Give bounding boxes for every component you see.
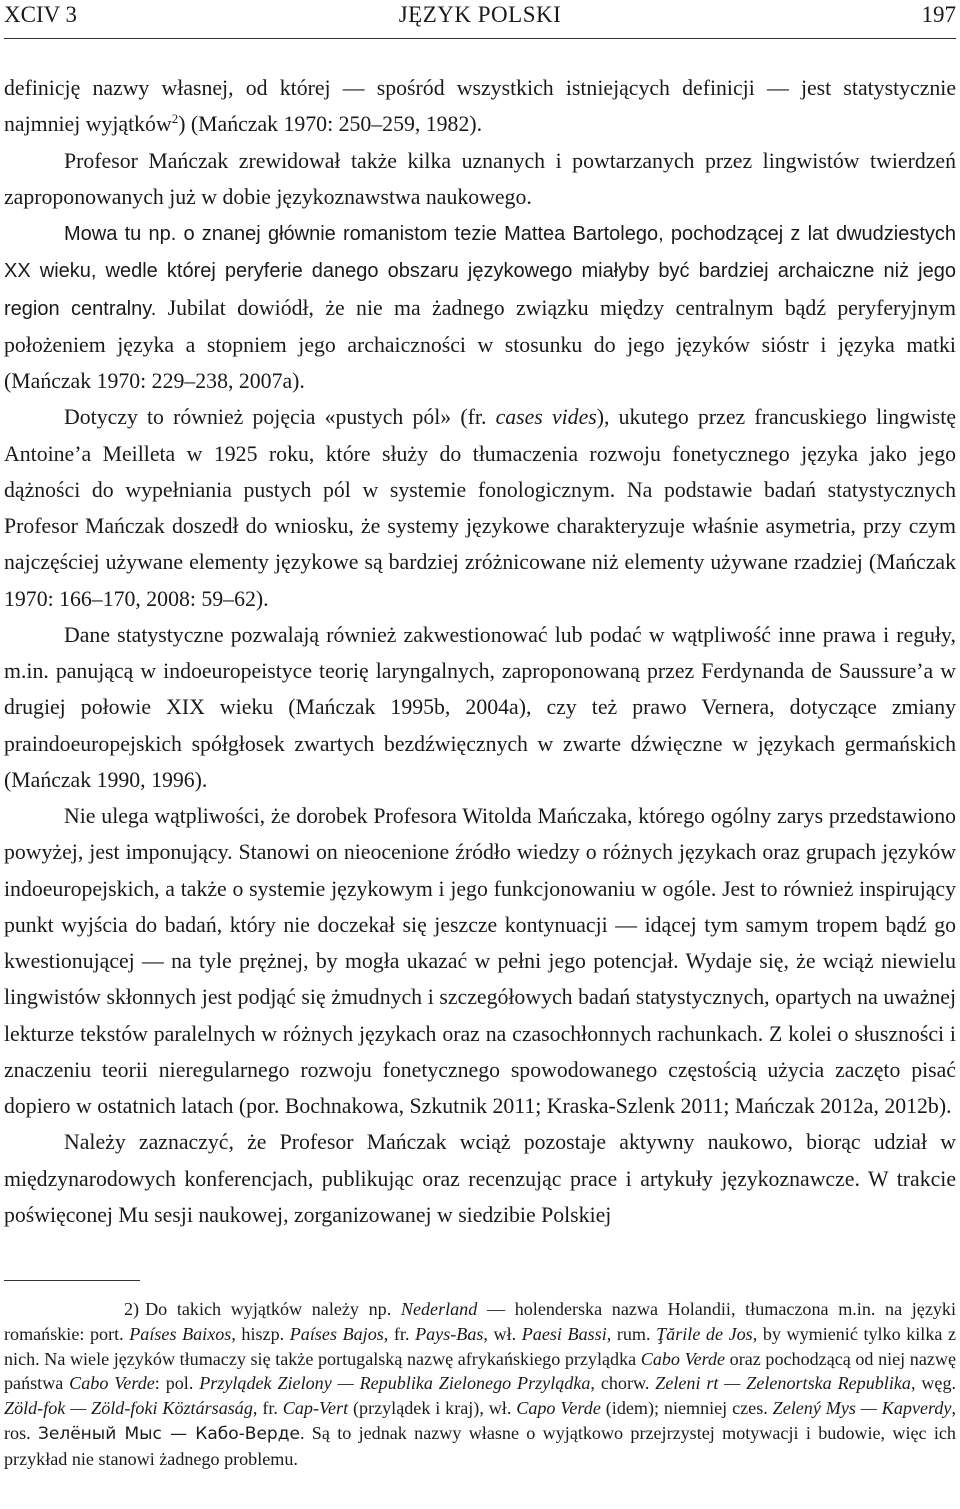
paragraph-4-text: Dotyczy to również pojęcia «pustych pól» (fr. (64, 405, 496, 430)
footnote-text: oraz pochodzącą od niej nazwę państwa (4, 1348, 956, 1394)
footnote-text: , fr. (252, 1398, 283, 1419)
footnote-italic: Cabo Verde (69, 1373, 155, 1394)
volume-number: XCIV 3 (4, 2, 78, 27)
footnote-text: (przylądek i kraj), wł. (348, 1398, 517, 1419)
footnote-italic: Paesi Bassi (521, 1323, 607, 1344)
footnote-italic: Nederland (400, 1299, 478, 1319)
footnote-italic: Zöld-fok — Zöld-foki Köztársaság (4, 1398, 253, 1419)
running-header (4, 0, 956, 34)
paragraph-6: Nie ulega wątpliwości, że dorobek Profesora Witolda Mańczaka, którego ogólny zarys przedstawiono powyżej, jest imponujący. Stanowi on nieocenione źródło wiedzy o różnych językach oraz grupach języków indoeuropejskich, a także o systemie językowym i jego funkcjonowaniu w ogóle. Jest to również inspirujący punkt wyjścia do badań, który nie doczekał się jeszcze kontynuacji — idącej tym samym tropem bądź go kwestionującej — na tyle prężnej, by mogła ukazać w pełni jego potencjał. Wydaje się, że wciąż niewielu lingwistów skłonnych jest podjąć się żmudnych i szczegółowych badań statystycznych, opartych na uważnej lekturze tekstów paralelnych w różnych językach oraz na czasochłonnych rachunkach. Z kolei o słuszności i znaczeniu teorii nieregularnego rozwoju fonetycznego spowodowanego częstością użycia zaczęto pisać dopiero w ostatnich latach (por. Bochnakowa, Szkutnik 2011; Kraska-Szlenk 2011; Mańczak 2012a, 2012b). (4, 804, 956, 1118)
paragraph-3 (4, 215, 956, 399)
footnote-italic: Cabo Verde (640, 1348, 726, 1369)
footnote-italic: Capo Verde (516, 1398, 601, 1419)
footnote (4, 1297, 956, 1472)
paragraph-1-text: definicję nazwy własnej, od której — spośród wszystkich istniejących definicji — jest statystycznie najmniej wyjątków (4, 76, 956, 137)
footnote-text: , węg. (910, 1373, 957, 1394)
footnote-italic: Países Bajos (289, 1323, 384, 1344)
footnote-text: , chorw. (590, 1373, 656, 1394)
header-rule (4, 38, 956, 39)
footnote-2 (4, 1297, 956, 1472)
footnote-italic: Zeleni rt — Zelenortska Republika (655, 1373, 911, 1394)
footnote-text: , fr. (383, 1323, 416, 1344)
paragraph-3-text-sans: Mowa tu np. o znanej głównie romanistom tezie Mattea Bartolego, pochodzącej z lat dwudziestych XX wieku, wedle której peryferie danego obszaru językowego miałyby być bardziej archaiczne niż jego region centralny. (4, 223, 956, 320)
footnote-text: (idem); niemniej czes. (600, 1398, 773, 1419)
footnote-text: , ros. (4, 1398, 956, 1443)
article-body (4, 70, 956, 1233)
paragraph-3-text: Jubilat dowiódł, że nie ma żadnego związku między centralnym bądź peryferyjnym położeniem języka a stopniem jego archaiczności w stosunku do jego języków sióstr i języka matki (Mańczak 1970: 229–238, 2007a). (4, 295, 956, 393)
footnote-text: — holenderska nazwa Holandii, tłumaczona m.in. na języki romańskie: port. (4, 1299, 956, 1344)
footnote-italic: Zelený Mys — Kapverdy (772, 1398, 952, 1419)
paragraph-7: Należy zaznaczyć, że Profesor Mańczak wciąż pozostaje aktywny naukowo, biorąc udział w międzynarodowych konferencjach, publikując oraz recenzując prace i artykuły językoznawcze. W trakcie poświęconej Mu sesji naukowej, zorganizowanej w siedzibie Polskiej (4, 1130, 956, 1227)
footnote-text: : pol. (154, 1373, 200, 1394)
paragraph-2: Profesor Mańczak zrewidował także kilka uznanych i powtarzanych przez lingwistów twierdzeń zaproponowanych już w dobie językoznawstwa naukowego. (4, 148, 956, 209)
footnote-italic: Países Baixos (129, 1323, 232, 1344)
footnote-text: Do takich wyjątków należy np. (145, 1299, 401, 1319)
paragraph-4-text-end: ), ukutego przez francuskiego lingwistę Antoine’a Meilleta w 1925 roku, które służy do tłumaczenia rozwoju fonetycznego języka jako jego dążności do wypełniania pustych pól w systemie fonologicznym. Na podstawie badań statystycznych Profesor Mańczak doszedł do wniosku, że systemy językowe charakteryzuje właśnie asymetria, przy czym najczęściej używane elementy językowe są bardziej zróżnicowane niż elementy używane rzadziej (Mańczak 1970: 166–170, 2008: 59–62). (4, 405, 956, 611)
journal-title: JĘZYK POLSKI (398, 2, 562, 27)
page-number: 197 (921, 2, 956, 27)
footnote-text: , by wymienić tylko kilka z nich. Na wiele języków tłumaczy się także portugalską nazwę afrykańskiego przylądka (4, 1323, 957, 1369)
footnote-italic: Cap-Vert (282, 1398, 349, 1419)
footnote-italic: Przylądek Zielony — Republika Zielonego Przylądka (199, 1373, 591, 1394)
footnote-mark: 2) (124, 1299, 140, 1319)
paragraph-4 (4, 399, 956, 617)
paragraph-5: Dane statystyczne pozwalają również zakwestionować lub podać w wątpliwość inne prawa i reguły, m.in. panującą w indoeuropeistyce teorię laryngalnych, zaproponowaną przez Ferdynanda de Saussure’a w drugiej połowie XIX wieku (Mańczak 1995b, 2004a), czy też prawo Vernera, dotyczące zmiany praindoeuropejskich spółgłosek zwartych bezdźwięcznych w zwarte dźwięczne w językach germańskich (Mańczak 1990, 1996). (4, 622, 956, 792)
footnote-text: , wł. (483, 1323, 522, 1344)
footnote-italic: Pays-Bas (415, 1323, 484, 1344)
paragraph-1 (4, 70, 956, 143)
footnote-text: , hiszp. (231, 1323, 290, 1344)
footnote-italic: Ţările de Jos (656, 1323, 753, 1344)
footnote-text: , rum. (606, 1323, 657, 1344)
footnote-cyrillic: Зелёный Мыс — Кабо-Верде (37, 1423, 300, 1444)
paragraph-1-text-end: ) (Mańczak 1970: 250–259, 1982). (178, 112, 483, 137)
footnote-text: . Są to jednak nazwy własne o wyjątkowo przejrzystej motywacji i budowie, więc ich przykład nie stanowi żadnego problemu. (4, 1422, 956, 1469)
footnote-reference[interactable]: 2 (171, 111, 179, 127)
paragraph-4-italic: cases vides (495, 405, 597, 430)
footnote-separator (4, 1280, 140, 1281)
